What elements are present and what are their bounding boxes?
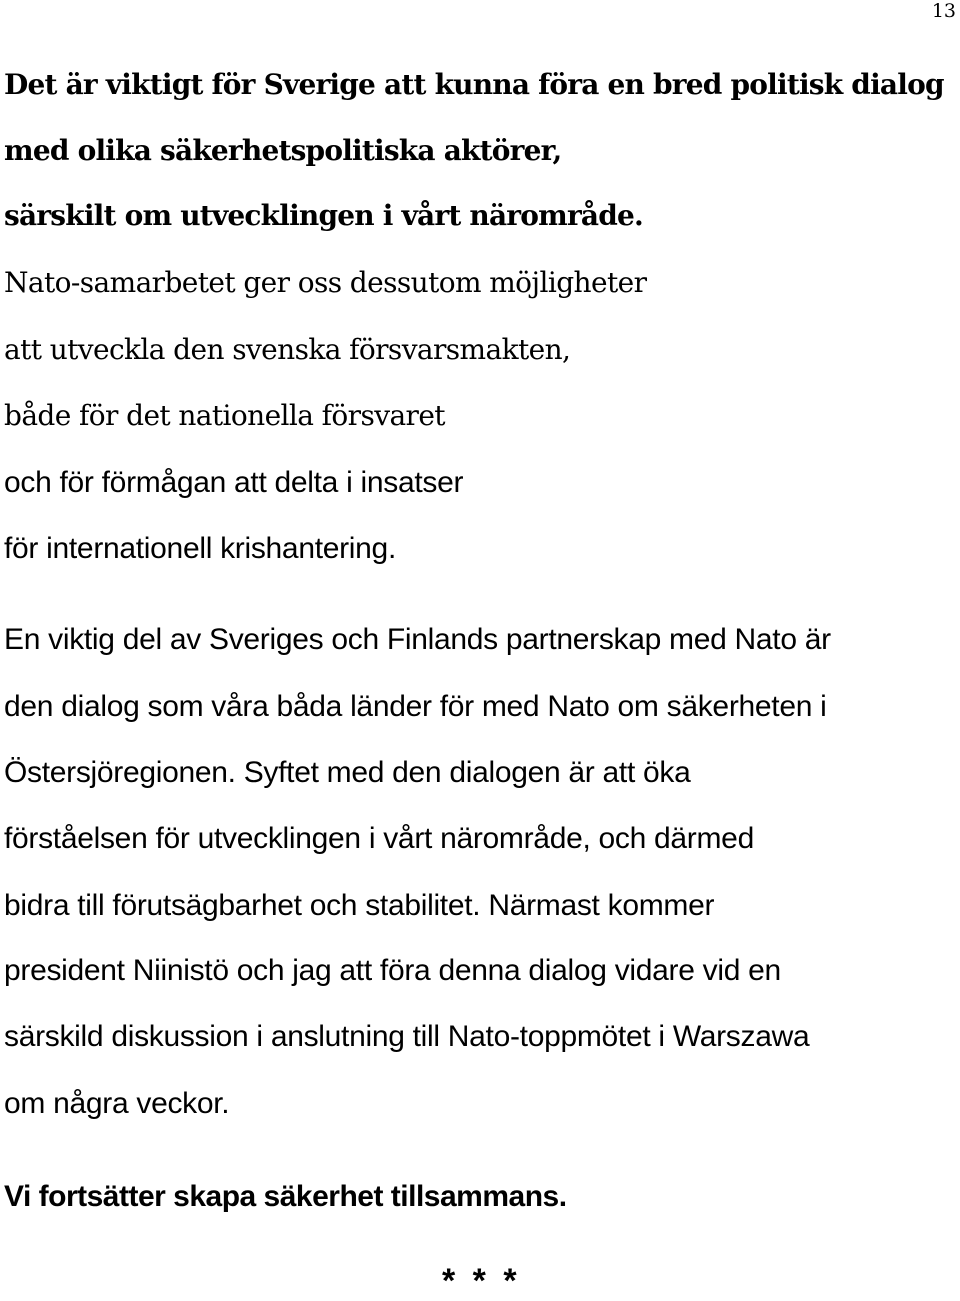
paragraph1-line-7: och för förmågan att delta i insatser	[4, 466, 464, 499]
paragraph1-line-2: med olika säkerhetspolitiska aktörer,	[4, 134, 562, 167]
paragraph1-line-3: särskilt om utvecklingen i vårt närområde.	[4, 199, 644, 232]
section-separator: * * *	[442, 1262, 521, 1300]
paragraph1-line-1: Det är viktigt för Sverige att kunna föra en bred politisk dialog	[4, 68, 944, 101]
paragraph1-line-5: att utveckla den svenska försvarsmakten,	[4, 333, 571, 366]
paragraph2-line-2: den dialog som våra båda länder för med Nato om säkerheten i	[4, 690, 827, 723]
paragraph2-line-8: om några veckor.	[4, 1087, 230, 1120]
page-number: 13	[931, 0, 956, 22]
paragraph2-line-5: bidra till förutsägbarhet och stabilitet. Närmast kommer	[4, 889, 715, 922]
paragraph1-line-4: Nato-samarbetet ger oss dessutom möjligheter	[4, 266, 647, 299]
paragraph2-line-6: president Niinistö och jag att föra denna dialog vidare vid en	[4, 954, 781, 987]
closing-line: Vi fortsätter skapa säkerhet tillsammans.	[4, 1180, 567, 1213]
paragraph2-line-3: Östersjöregionen. Syftet med den dialogen är att öka	[4, 756, 691, 789]
paragraph2-line-4: förståelsen för utvecklingen i vårt närområde, och därmed	[4, 822, 754, 855]
paragraph2-line-7: särskild diskussion i anslutning till Nato-toppmötet i Warszawa	[4, 1020, 810, 1053]
paragraph1-line-6: både för det nationella försvaret	[4, 399, 445, 432]
paragraph1-line-8: för internationell krishantering.	[4, 532, 396, 565]
paragraph2-line-1: En viktig del av Sveriges och Finlands partnerskap med Nato är	[4, 623, 831, 656]
